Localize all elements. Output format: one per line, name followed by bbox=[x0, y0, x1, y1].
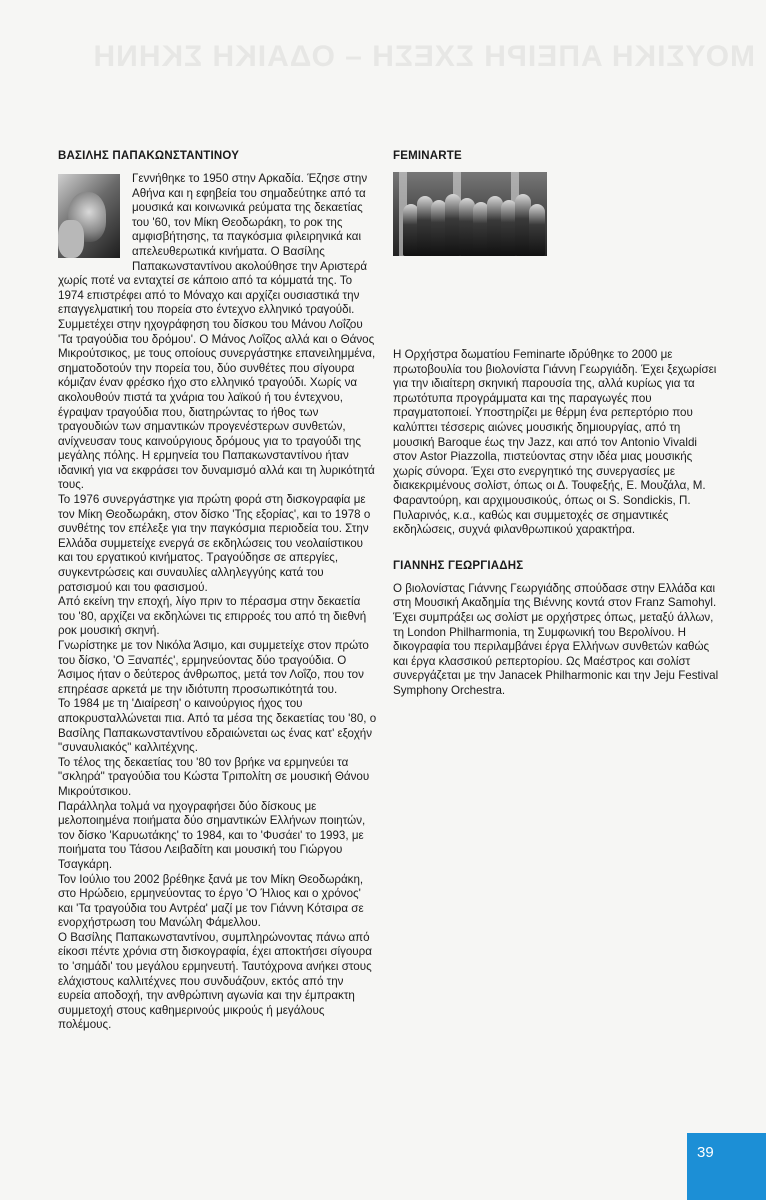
orchestra-heading: FEMINARTE bbox=[393, 150, 462, 162]
bio-paragraph: Από εκείνη την εποχή, λίγο πριν το πέρασμα στην δεκαετία του '80, αρχίζει να εκδηλώνει τις επιρροές του από τη διεθνή ροκ μουσική σκηνή. bbox=[58, 595, 367, 638]
ghost-header-bleedthrough: ΜΟΥΣΙΚΗ ΑΠΕΙΡΗ ΣΧΕΣΗ – ΟΔΑΙΚΗ ΣΚΗΝΗ bbox=[92, 40, 755, 73]
bio-paragraph: Παράλληλα τολμά να ηχογραφήσει δύο δίσκους με μελοποιημένα ποιήματα δύο σημαντικών Ελλήνων ποιητών, τον δίσκο 'Καρυωτάκης' το 1984, και το 'Φυσάει' το 1993, με ποιήματα του Τάσου Λειβαδίτη και μουσική του Γιώργου Τσαγκάρη. bbox=[58, 799, 366, 871]
bio-paragraph: Το 1984 με τη 'Διαίρεση' ο καινούργιος ήχος του αποκρυσταλλώνεται πια. Από τα μέσα της δεκαετίας του '80, ο Βασίλης Παπακωνσταντίνου εδραιώνεται ως ένας κατ' εξοχήν "συναυλιακός" καλλιτέχνης. bbox=[58, 697, 377, 755]
artist-heading: ΒΑΣΙΛΗΣ ΠΑΠΑΚΩΝΣΤΑΝΤΙΝΟΥ bbox=[58, 150, 240, 162]
violinist-heading: ΓΙΑΝΝΗΣ ΓΕΩΡΓΙΑΔΗΣ bbox=[393, 559, 524, 572]
left-column bbox=[58, 150, 378, 1033]
portrait-photo bbox=[58, 174, 120, 258]
bio-paragraph: Ο Βασίλης Παπακωνσταντίνου, συμπληρώνοντας πάνω από είκοσι πέντε χρόνια στη δισκογραφία, έχει αποκτήσει σίγουρα το 'σημάδι' του μεγάλου ερμηνευτή. Ταυτόχρονα ανήκει στους ελάχιστους καλλιτέχνες που συνδυάζουν, εκτός από την ευρεία αποδοχή, την ανθρώπινη αγωνία και την έμπρακτη συμμετοχή στους καθημερινούς μικρούς ή μεγάλους πολέμους. bbox=[58, 930, 372, 1032]
page-number-badge bbox=[687, 1133, 766, 1200]
bio-paragraph: Το 1976 συνεργάστηκε για πρώτη φορά στη δισκογραφία με τον Μίκη Θεοδωράκη, στον δίσκο 'Της εξορίας', και το 1978 ο συνθέτης τον επέλεξε για την παγκόσμια περιοδεία του. Στην Ελλάδα συμμετείχε ενεργά σε εκδηλώσεις του νεολαιίστικου και του εργατικού κινήματος. Τραγούδησε σε απεργίες, συγκεντρώσεις και συναυλίες αλληλεγγύης κατά του ρατσισμού και του φασισμού. bbox=[58, 493, 371, 594]
bio-paragraph: Το τέλος της δεκαετίας του '80 τον βρήκε να ερμηνεύει τα "σκληρά" τραγούδια του Κώστα Τριπολίτη σε μουσική Θάνου Μικρούτσικου. bbox=[58, 755, 370, 798]
artist-bio bbox=[58, 172, 378, 1033]
orchestra-description: Η Ορχήστρα δωματίου Feminarte ιδρύθηκε το 2000 με πρωτοβουλία του βιολονίστα Γιάννη Γεωργιάδη. Έχει ξεχωρίσει για την ιδιαίτερη σκηνική παρουσία της, αλλά κυρίως για τα πρωτότυπα προγράμματα και της παραγωγές που πραγματοποιεί. Υποστηρίζει με θέρμη ένα ρεπερτόριο που καλύπτει τέσσερις αιώνες μουσικής δημιουργίας, από τη μουσική Baroque έως την Jazz, και από τον Antonio Vivaldi στον Astor Piazzolla, πιστεύοντας στην ιδέα μιας μουσικής χωρίς σύνορα. Έχει στο ενεργητικό της συνεργασίες με διακεκριμένους σολίστ, όπως οι Δ. Τουφεξής, Ε. Μουζάλα, Μ. Φαραντούρη, και αρχιμουσικούς, όπως οι S. Sondickis, Π. Πυλαρινός, κ.α., καθώς και συμμετοχές σε σημαντικές εκδηλώσεις, συχνά φιλανθρωπικού χαρακτήρα. bbox=[393, 348, 717, 537]
bio-paragraph: Τον Ιούλιο του 2002 βρέθηκε ξανά με τον Μίκη Θεοδωράκη, στο Ηρώδειο, ερμηνεύοντας το έργο 'Ο Ήλιος και ο χρόνος' και 'Τα τραγούδια του Αντρέα' μαζί με τον Γιάννη Κότσιρα σε ενορχήστρωση του Μανώλη Φάμελλου. bbox=[58, 872, 364, 930]
violinist-bio: Ο βιολονίστας Γιάννης Γεωργιάδης σπούδασε στην Ελλάδα και στη Μουσική Ακαδημία της Βιέννης κοντά στον Franz Samohyl. Έχει συμπράξει ως σολίστ με ορχήστρες όπως, μεταξύ άλλων, τη London Philharmonia, τη Συμφωνική του Βερολίνου. Η δικογραφία του περιλαμβάνει έργα Ελλήνων συνθετών καθώς και έργα κλασσικού ρεπερτορίου. Ως Μαέστρος και σολίστ συνεργάζεται με την Janacek Philharmonic και την Jeju Festival Symphony Orchestra. bbox=[393, 581, 719, 697]
page-number: 39 bbox=[697, 1144, 714, 1161]
right-column bbox=[393, 150, 721, 698]
orchestra-group-photo bbox=[393, 172, 547, 256]
bio-paragraph: Γεννήθηκε το 1950 στην Αρκαδία. Έζησε στην Αθήνα και η εφηβεία του σημαδεύτηκε από τα μουσικά και κοινωνικά ρεύματα της δεκαετίας του '60, τον Μίκη Θεοδωράκη, το ροκ της αμφισβήτησης, τα παγκόσμια φιλειρηνικά και απελευθερωτικά κινήματα. Ο Βασίλης Παπακωνσταντίνου ακολούθησε την Αριστερά χωρίς ποτέ να ενταχτεί σε κάποιο από τα κόμματά της. Το 1974 επιστρέφει από το Μόναχο και αρχίζει ουσιαστικά την επαγγελματική του πορεία στο έντεχνο ελληνικό τραγούδι. Συμμετέχει στην ηχογράφηση του δίσκου του Μάνου Λοΐζου 'Τα τραγούδια του δρόμου'. Ο Μάνος Λοΐζος αλλά και ο Θάνος Μικρούτσικος, με τους οποίους συνεργάστηκε επανειλημμένα, σηματοδοτούν την πορεία του, δύο συνθέτες που σίγουρα κόμιζαν έναν φρέσκο ήχο στο ελληνικό τραγούδι. Χωρίς να ακολουθούν πιστά τα χνάρια του λαϊκού ή του έντεχνου, έγραψαν τραγούδια που, διατηρώντας το ήθος των τραγουδιών των σημαντικών προγενέστερων συνθετών, ανίχνευσαν τους καινούργιους δρόμους για το τραγούδι της μεγάλης πόλης. Η ερμηνεία του Παπακωνσταντίνου ήταν ιδανική για να εκφράσει τον δυναμισμό αλλά και τη λυρικότητά τους. bbox=[58, 172, 376, 492]
bio-paragraph: Γνωρίστηκε με τον Νικόλα Άσιμο, και συμμετείχε στον πρώτο του δίσκο, 'Ο Ξαναπές', ερμηνεύοντας δύο τραγούδια. Ο Άσιμος ήταν ο δεύτερος άνθρωπος, μετά τον Λοΐζο, που τον επηρέασε αρκετά με την ιδιότυπη προσωπικότητά του. bbox=[58, 639, 369, 696]
